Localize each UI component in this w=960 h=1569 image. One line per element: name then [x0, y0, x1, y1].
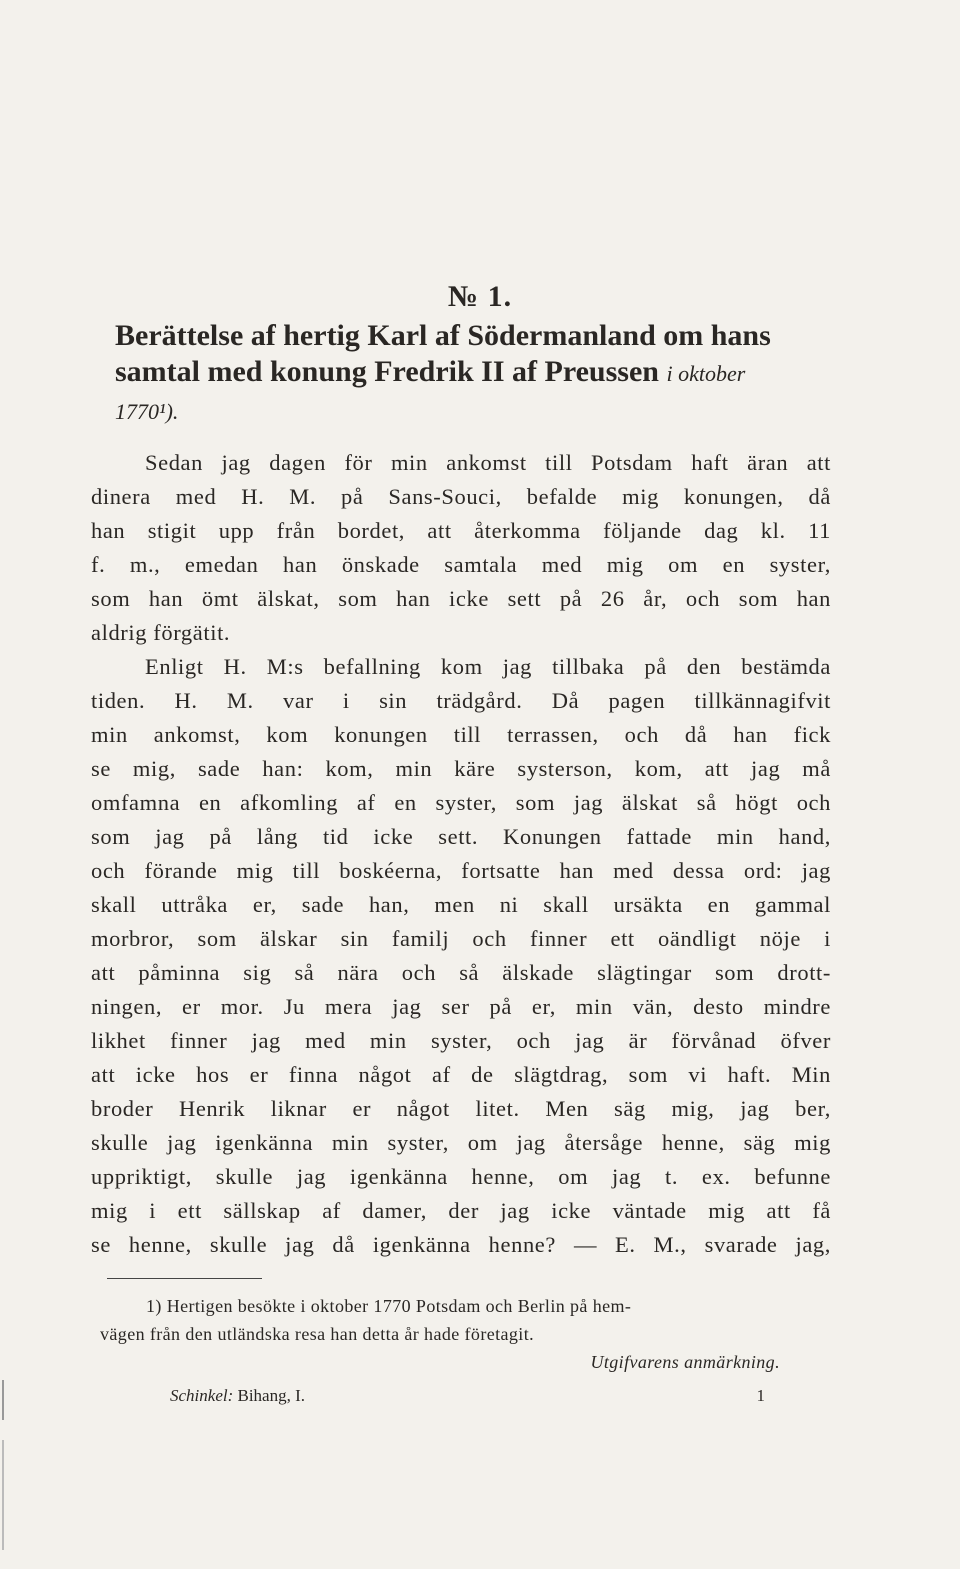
title-line-1: Berättelse af hertig Karl af Södermanland om hans — [115, 319, 771, 352]
title-line-2 — [115, 354, 835, 392]
body-line: f. m., emedan han önskade samtala med mig om en syster, — [91, 552, 831, 577]
footer-source-italic: Schinkel: — [170, 1386, 234, 1405]
signature-mark: 1 — [756, 1386, 765, 1405]
body-line: skulle jag igenkänna min syster, om jag återsåge henne, säg mig — [91, 1130, 831, 1155]
body-line: skall uttråka er, sade han, men ni skall ursäkta en gammal — [91, 892, 831, 917]
title-line-2-text: samtal med konung Fredrik II af Preussen — [115, 355, 659, 388]
body-line: se henne, skulle jag då igenkänna henne? — E. M., svarade jag, — [91, 1232, 831, 1257]
body-line: uppriktigt, skulle jag igenkänna henne, om jag t. ex. befunne — [91, 1164, 831, 1189]
body-line: att påminna sig så nära och så älskade slägtingar som drott- — [91, 960, 831, 985]
body-line: morbror, som älskar sin familj och finner ett oändligt nöje i — [91, 926, 831, 951]
document-number: № 1. — [447, 280, 513, 313]
page-footer — [170, 1386, 770, 1406]
footnote-signature: Utgifvarens anmärkning. — [590, 1352, 780, 1372]
body-line: se mig, sade han: kom, min käre systerson, kom, att jag må — [91, 756, 831, 781]
title-italic-tail: i oktober — [666, 361, 746, 386]
footnote-line-1: 1) Hertigen besökte i oktober 1770 Potsdam och Berlin på hem- — [146, 1296, 632, 1316]
body-text — [91, 446, 831, 1262]
body-line: Sedan jag dagen för min ankomst till Potsdam haft äran att — [145, 450, 831, 475]
footnote-divider — [107, 1278, 262, 1279]
body-line: som jag på lång tid icke sett. Konungen fattade min hand, — [91, 824, 831, 849]
body-line: likhet finner jag med min syster, och jag är förvånad öfver — [91, 1028, 831, 1053]
body-line: och förande mig till boskéerna, fortsatte han med dessa ord: jag — [91, 858, 831, 883]
footnote-line-2: vägen från den utländska resa han detta år hade företagit. — [100, 1324, 535, 1344]
body-line: att icke hos er finna något af de slägtdrag, som vi haft. Min — [91, 1062, 831, 1087]
body-line: som han ömt älskat, som han icke sett på 26 år, och som han — [91, 586, 831, 611]
footer-source-rest: Bihang, I. — [233, 1386, 306, 1405]
body-line: han stigit upp från bordet, att återkomma följande dag kl. 11 — [91, 518, 831, 543]
body-line: min ankomst, kom konungen till terrassen, och då han fick — [91, 722, 831, 747]
title-date: 1770 — [115, 399, 159, 424]
scan-edge-mark — [2, 1440, 4, 1550]
footnote — [100, 1292, 830, 1376]
body-line: tiden. H. M. var i sin trädgård. Då pagen tillkännagifvit — [91, 688, 831, 713]
title-line-3 — [115, 392, 835, 430]
body-line: ningen, er mor. Ju mera jag ser på er, min vän, desto mindre — [91, 994, 831, 1019]
scan-edge-mark — [2, 1380, 4, 1420]
footnote-reference: ¹). — [159, 399, 179, 424]
body-line: mig i ett sällskap af damer, der jag icke väntade mig att få — [91, 1198, 831, 1223]
body-line: aldrig förgätit. — [91, 620, 231, 645]
body-line: omfamna en afkomling af en syster, som jag älskat så högt och — [91, 790, 831, 815]
document-title — [115, 318, 835, 430]
body-line: broder Henrik liknar er något litet. Men säg mig, jag ber, — [91, 1096, 831, 1121]
body-line: dinera med H. M. på Sans-Souci, befalde mig konungen, då — [91, 484, 831, 509]
body-line: Enligt H. M:s befallning kom jag tillbaka på den bestämda — [145, 654, 831, 679]
